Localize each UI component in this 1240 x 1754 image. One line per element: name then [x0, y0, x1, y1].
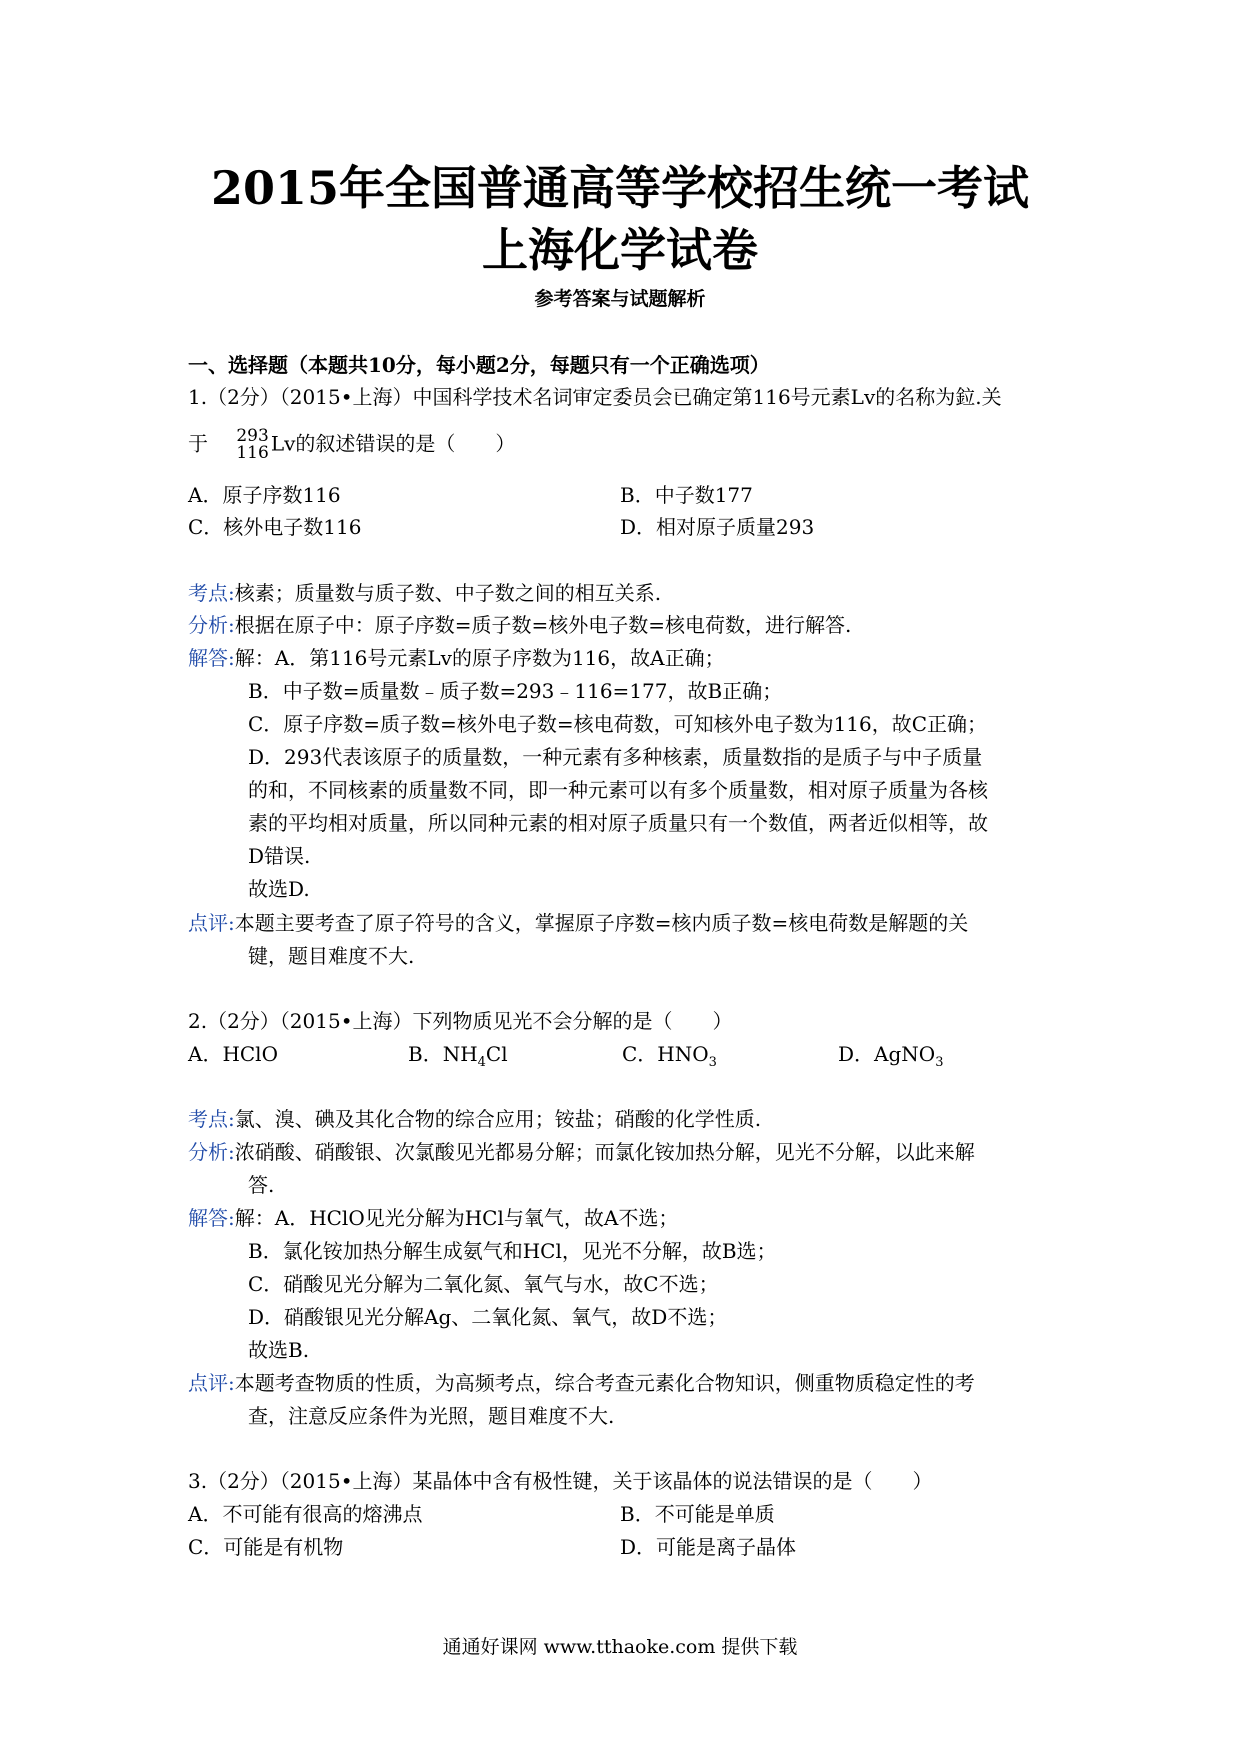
- jieda-line: C．硝酸见光分解为二氧化氮、氧气与水，故C不选；: [248, 1272, 719, 1296]
- dianping-label: 点评:: [188, 911, 235, 935]
- q1-option-d: D．相对原子质量293: [620, 515, 815, 539]
- element-symbol: Lv: [270, 431, 296, 456]
- fenxi-label: 分析:: [188, 613, 235, 637]
- dianping-line: 键，题目难度不大.: [248, 944, 415, 968]
- q2-option-c-text: C．HNO: [622, 1042, 709, 1066]
- q3-option-a: A．不可能有很高的熔沸点: [188, 1502, 423, 1526]
- q2-kaodian: [188, 1106, 761, 1132]
- jieda-line: 解：A．第116号元素Lv的原子序数为116，故A正确；: [234, 646, 725, 670]
- answer-subtitle: 参考答案与试题解析: [534, 288, 706, 310]
- q3-option-d: D．可能是离子晶体: [620, 1535, 797, 1559]
- q2-option-d: [838, 1041, 944, 1070]
- jieda-line: 的和，不同核素的质量数不同，即一种元素可以有多个质量数，相对原子质量为各核: [248, 778, 988, 802]
- jieda-line: 素的平均相对质量，所以同种元素的相对原子质量只有一个数值，两者近似相等，故: [248, 811, 988, 835]
- q1-option-a: A．原子序数116: [188, 483, 341, 507]
- q3-option-c: C．可能是有机物: [188, 1535, 344, 1559]
- jieda-line: B．氯化铵加热分解生成氨气和HCl，见光不分解，故B选；: [248, 1239, 777, 1263]
- fenxi-line: 答.: [248, 1173, 275, 1197]
- kaodian-text: 核素；质量数与质子数、中子数之间的相互关系.: [234, 581, 662, 605]
- q1-stem-line2: [188, 428, 515, 462]
- q1-fenxi: [188, 612, 851, 638]
- fenxi-text: 根据在原子中：原子序数=质子数=核外电子数=核电荷数，进行解答.: [234, 613, 852, 637]
- jieda-line: D．硝酸银见光分解Ag、二氧化氮、氧气，故D不选；: [248, 1305, 728, 1329]
- jieda-line: B．中子数=质量数﹣质子数=293﹣116=177，故B正确；: [248, 679, 783, 703]
- q1-stem-prefix: 于: [188, 431, 208, 456]
- jieda-line: 故选B.: [248, 1338, 310, 1362]
- jieda-label: 解答:: [188, 1206, 235, 1230]
- q2-option-b: [408, 1041, 508, 1070]
- q2-dianping: [188, 1370, 975, 1396]
- page-footer: 通通好课网 www.tthaoke.com 提供下载: [442, 1636, 798, 1658]
- kaodian-label: 考点:: [188, 1107, 235, 1131]
- dianping-line: 本题考查物质的性质，为高频考点，综合考查元素化合物知识，侧重物质稳定性的考: [234, 1371, 975, 1395]
- jieda-line: C．原子序数=质子数=核外电子数=核电荷数，可知核外电子数为116，故C正确；: [248, 712, 988, 736]
- q2-option-b-sub: 4: [477, 1055, 486, 1070]
- q2-option-d-sub: 3: [935, 1055, 944, 1070]
- kaodian-label: 考点:: [188, 581, 235, 605]
- nuclide-notation: [236, 428, 268, 462]
- jieda-line: 解：A．HClO见光分解为HCl与氧气，故A不选；: [234, 1206, 679, 1230]
- q1-option-b: B．中子数177: [620, 483, 753, 507]
- dianping-line: 查，注意反应条件为光照，题目难度不大.: [248, 1404, 615, 1428]
- q2-stem: 2.（2分）（2015•上海）下列物质见光不会分解的是（ ）: [188, 1009, 733, 1033]
- dianping-label: 点评:: [188, 1371, 235, 1395]
- q2-fenxi: [188, 1139, 975, 1165]
- q1-kaodian: [188, 580, 661, 606]
- q3-option-b: B．不可能是单质: [620, 1502, 775, 1526]
- page-title: 2015年全国普通高等学校招生统一考试: [210, 161, 1030, 215]
- q2-option-d-text: D．AgNO: [838, 1042, 936, 1066]
- q2-option-b-post: Cl: [485, 1042, 508, 1066]
- kaodian-text: 氯、溴、碘及其化合物的综合应用；铵盐；硝酸的化学性质.: [234, 1107, 762, 1131]
- q2-option-c-sub: 3: [708, 1055, 717, 1070]
- q2-jieda: [188, 1205, 678, 1231]
- q1-option-c: C．核外电子数116: [188, 515, 362, 539]
- atomic-number: 116: [236, 443, 269, 463]
- fenxi-label: 分析:: [188, 1140, 235, 1164]
- q1-jieda: [188, 645, 725, 671]
- q2-option-c: [622, 1041, 717, 1070]
- page-subtitle: 上海化学试卷: [482, 223, 758, 277]
- mass-number: 293: [236, 426, 269, 446]
- q2-option-b-text: B．NH: [408, 1042, 478, 1066]
- dianping-line: 本题主要考查了原子符号的含义，掌握原子序数=核内质子数=核电荷数是解题的关: [234, 911, 969, 935]
- jieda-label: 解答:: [188, 646, 235, 670]
- q3-stem: 3.（2分）（2015•上海）某晶体中含有极性键，关于该晶体的说法错误的是（ ）: [188, 1469, 933, 1493]
- fenxi-line: 浓硝酸、硝酸银、次氯酸见光都易分解；而氯化铵加热分解，见光不分解，以此来解: [234, 1140, 975, 1164]
- q1-dianping: [188, 910, 968, 936]
- jieda-line: 故选D.: [248, 877, 310, 901]
- jieda-line: D．293代表该原子的质量数，一种元素有多种核素，质量数指的是质子与中子质量: [248, 745, 983, 769]
- q2-option-a: A．HClO: [188, 1042, 278, 1066]
- jieda-line: D错误.: [248, 844, 311, 868]
- section-heading: 一、选择题（本题共10分，每小题2分，每题只有一个正确选项）: [188, 353, 770, 377]
- q1-stem-line1: 1.（2分）（2015•上海）中国科学技术名词审定委员会已确定第116号元素Lv的名称为鉝.关: [188, 385, 1002, 409]
- q1-stem-suffix: 的叙述错误的是（ ）: [295, 431, 516, 456]
